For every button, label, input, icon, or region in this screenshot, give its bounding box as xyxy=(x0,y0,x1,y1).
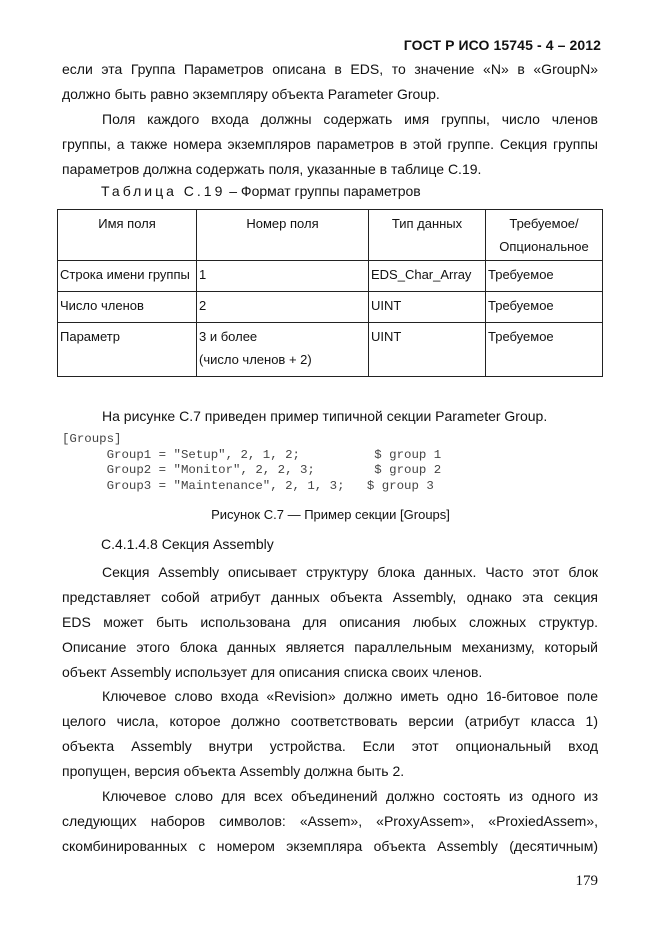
text-line: объект Assembly использует для описания списка своих членов. xyxy=(62,664,483,680)
table-cell: Требуемое xyxy=(486,261,603,292)
assembly-description-paragraph xyxy=(62,560,598,685)
table-title: – Формат группы параметров xyxy=(229,183,421,199)
table-cell: Строка имени группы xyxy=(58,261,197,292)
groups-fields-paragraph xyxy=(62,107,598,182)
text-line: скомбинированных с номером экземпляра объекта Assembly (десятичным) xyxy=(62,838,598,854)
text-line: Секция Assembly описывает структуру блока данных. Часто этот блок xyxy=(102,564,598,580)
text-line: На рисунке С.7 приведен пример типичной секции Parameter Group. xyxy=(102,408,548,424)
code-line: Group1 = "Setup", 2, 1, 2; $ group 1 xyxy=(62,447,442,462)
text-line: должно быть равно экземпляру объекта Parameter Group. xyxy=(62,86,440,102)
intro-paragraph xyxy=(62,57,598,107)
table-cell: Требуемое xyxy=(486,323,603,377)
table-cell: UINT xyxy=(369,292,486,323)
document-header: ГОСТ Р ИСО 15745 - 4 – 2012 xyxy=(403,37,601,53)
header-field-number: Номер поля xyxy=(197,210,369,261)
text-line: пропущен, версия объекта Assembly должна быть 2. xyxy=(62,763,405,779)
table-header-row xyxy=(58,210,603,261)
parameter-group-format-table xyxy=(57,209,603,377)
groups-code-sample xyxy=(62,432,441,494)
text-line: целого числа, которое должно соответствовать версии (атрибут класса 1) xyxy=(62,713,598,729)
text-line: если эта Группа Параметров описана в EDS, то значение «N» в «GroupN» xyxy=(62,61,598,77)
text-line: Поля каждого входа должны содержать имя группы, число членов xyxy=(102,111,598,127)
revision-paragraph xyxy=(62,684,598,784)
table-cell: 2 xyxy=(197,292,369,323)
header-data-type: Тип данных xyxy=(369,210,486,261)
text-line: параметров должна содержать поля, указанные в таблице С.19. xyxy=(62,161,482,177)
table-cell: UINT xyxy=(369,323,486,377)
table-cell: EDS_Char_Array xyxy=(369,261,486,292)
text-line: EDS может быть использована для описания любых сложных структур. xyxy=(62,614,598,630)
code-line: [Groups] xyxy=(62,432,122,446)
text-line: представляет собой атрибут данных объекта Assembly, однако эта секция xyxy=(62,589,598,605)
table-row xyxy=(58,261,603,292)
header-required-optional: Требуемое/ Опциональное xyxy=(486,210,603,261)
table-cell: Число членов xyxy=(58,292,197,323)
figure-intro-paragraph xyxy=(62,404,598,429)
text-line: объекта Assembly внутри устройства. Если этот опциональный вход xyxy=(62,738,598,754)
text-line: Ключевое слово для всех объединений должно состоять из одного из xyxy=(102,788,598,804)
figure-caption: Рисунок С.7 — Пример секции [Groups] xyxy=(211,507,450,522)
subsection-heading: С.4.1.4.8 Секция Assembly xyxy=(101,536,274,552)
table-cell: 3 и более (число членов + 2) xyxy=(197,323,369,377)
text-line: Описание этого блока данных является параллельным механизму, который xyxy=(62,639,598,655)
text-line: следующих наборов символов: «Assem», «ProxyAssem», «ProxiedAssem», xyxy=(62,813,598,829)
table-row xyxy=(58,292,603,323)
table-cell: 1 xyxy=(197,261,369,292)
text-line: Ключевое слово входа «Revision» должно иметь одно 16-битовое поле xyxy=(102,688,598,704)
table-cell: Параметр xyxy=(58,323,197,377)
code-line: Group2 = "Monitor", 2, 2, 3; $ group 2 xyxy=(62,463,442,477)
table-caption xyxy=(101,183,421,199)
code-line: Group3 = "Maintenance", 2, 1, 3; $ group 3 xyxy=(62,478,434,493)
page-number: 179 xyxy=(575,873,598,889)
table-row xyxy=(58,323,603,377)
keyword-paragraph xyxy=(62,784,598,859)
table-cell: Требуемое xyxy=(486,292,603,323)
text-line: группы, а также номера экземпляров параметров в этой группе. Секция группы xyxy=(62,136,598,152)
header-field-name: Имя поля xyxy=(58,210,197,261)
table-label: Таблица С.19 xyxy=(101,183,226,199)
